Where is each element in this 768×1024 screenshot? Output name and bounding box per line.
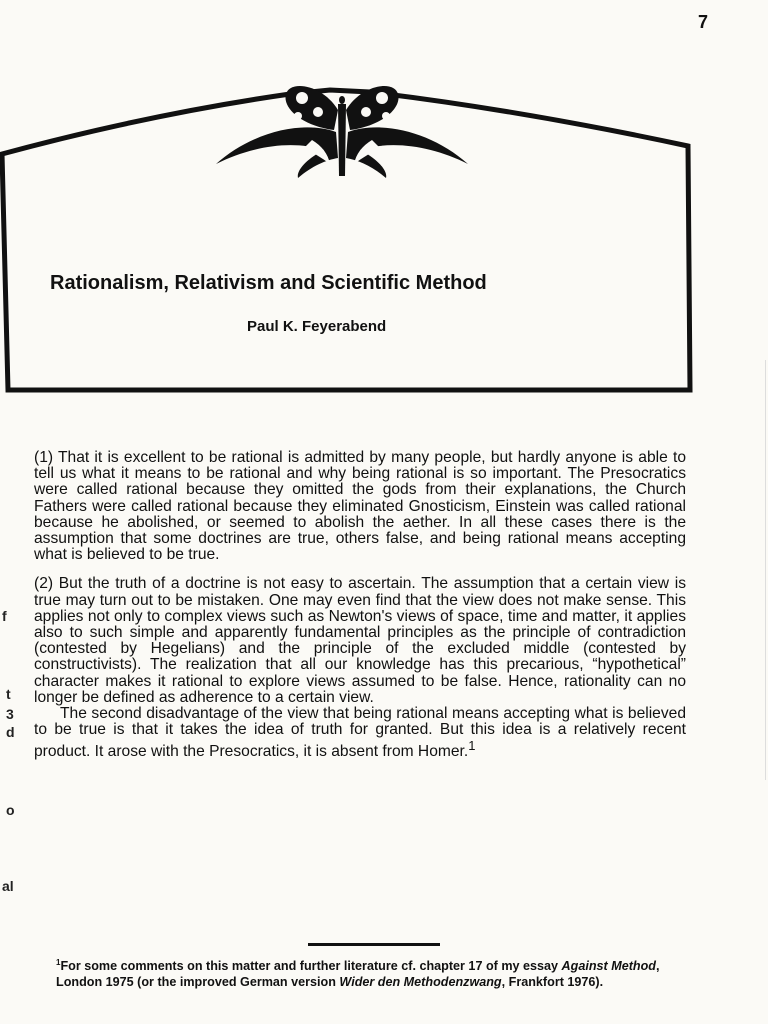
article-body <box>34 450 686 761</box>
paragraph-2: (2) But the truth of a doctrine is not easy to ascertain. The assumption that a certain view is true may turn out to be mistaken. One may even find that the view does not make sense. This applies not only to complex views such as Newton's views of space, time and matter, it applies also to such simple and apparently fundamental principles as the principle of contradiction (contested by Hegelians) and the principle of the excluded middle (contested by constructivists). The realization that all our knowledge has this precarious, “hypothetical” character makes it rational to explore views assumed to be false. Hence, rationality can no longer be defined as adherence to a certain view. <box>34 575 686 706</box>
footnote-text-3: , Frankfort 1976). <box>501 974 604 989</box>
footnote-german-title: Wider den Methodenzwang <box>339 974 502 989</box>
page-number: 7 <box>697 12 708 32</box>
margin-fragment: f <box>2 608 7 624</box>
left-margin-fragments <box>0 400 24 1020</box>
footnote <box>56 955 696 990</box>
article-title: Rationalism, Relativism and Scientific Method <box>50 272 487 294</box>
footnote-text-2: , London 1975 (or the improved German version <box>56 959 660 989</box>
paragraph-1: (1) That it is excellent to be rational is admitted by many people, but hardly anyone is able to tell us what it means to be rational and why being rational is so important. The Presocratics were called rational because they omitted the gods from their explanations, the Church Fathers were called rational because they eliminated Gnosticism, Einstein was called rational because he abolished, or seemed to abolish the aether. In all these cases there is the assumption that some doctrines are true, others false, and being rational means accepting what is believed to be true. <box>34 449 686 564</box>
author-name: Paul K. Feyerabend <box>247 318 387 335</box>
footnote-marker: 1 <box>56 958 61 967</box>
butterfly-ornament-icon <box>212 80 472 180</box>
paragraph-3 <box>34 706 686 761</box>
footnote-text-1: For some comments on this matter and further literature cf. chapter 17 of my essay <box>60 959 562 974</box>
footnote-reference[interactable]: 1 <box>468 738 476 754</box>
paragraph-3-text: The second disadvantage of the view that being rational means accepting what is believed to be true is that it takes the idea of truth for granted. But this idea is a relatively recent product. It arose with the Presocratics, it is absent from Homer. <box>34 705 686 761</box>
footnote-divider <box>308 943 440 946</box>
page-edge-shadow <box>759 360 766 780</box>
margin-fragment: t <box>6 686 11 702</box>
margin-fragment: d <box>6 724 15 740</box>
margin-fragment: 3 <box>6 706 14 722</box>
margin-fragment: o <box>6 802 15 818</box>
footnote-book-title: Against Method <box>561 959 656 974</box>
margin-fragment: al <box>2 878 14 894</box>
